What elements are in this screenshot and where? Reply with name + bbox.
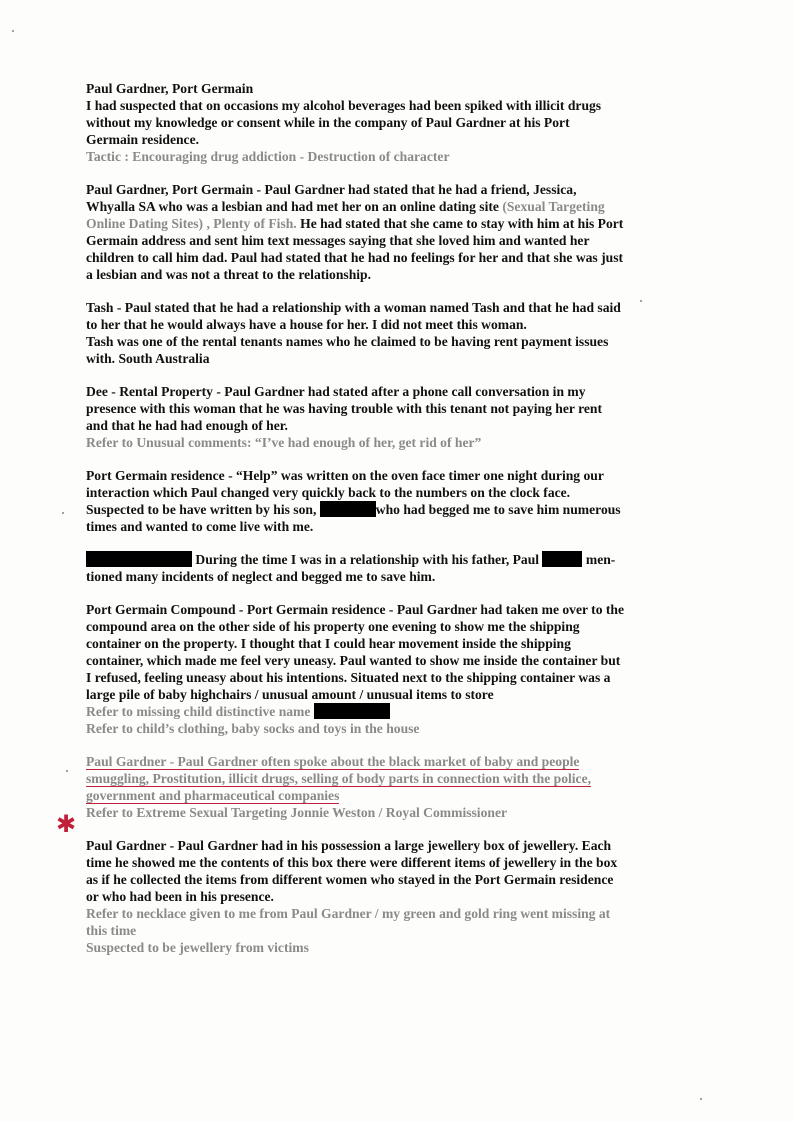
underlined-text: smuggling, Prostitution, illicit drugs, selling of body parts in connection with the police,	[86, 771, 592, 786]
highlighted-line	[86, 787, 726, 804]
paragraph-line: with. South Australia	[86, 351, 210, 366]
underlined-text: Paul Gardner - Paul Gardner often spoke about the black market of baby and people	[86, 754, 580, 769]
paragraph-drug-spiking	[86, 80, 726, 165]
paragraph-line: times and wanted to come live with me.	[86, 519, 314, 534]
reference-note: Refer to Unusual comments: “I’ve had enough of her, get rid of her”	[86, 435, 482, 450]
paragraph-line: container, which made me feel very uneasy. Paul wanted to show me inside the container but	[86, 653, 621, 668]
paragraph-line: without my knowledge or consent while in the company of Paul Gardner at his Port	[86, 115, 570, 130]
reference-note: Refer to necklace given to me from Paul Gardner / my green and gold ring went missing at	[86, 906, 611, 921]
paragraph-compound	[86, 601, 726, 737]
redaction-box	[86, 551, 192, 567]
paragraph-line	[86, 501, 726, 518]
tactic-note: Tactic : Encouraging drug addiction - Destruction of character	[86, 149, 450, 164]
redaction-box	[542, 551, 582, 567]
paragraph-line: I had suspected that on occasions my alcohol beverages had been spiked with illicit drugs	[86, 98, 602, 113]
paragraph-line: large pile of baby highchairs / unusual amount / unusual items to store	[86, 687, 494, 702]
paragraph-line: tioned many incidents of neglect and begged me to save him.	[86, 569, 436, 584]
paragraph-line: Germain address and sent him text messages saying that she loved him and wanted her	[86, 233, 590, 248]
highlighted-line	[86, 753, 726, 770]
paragraph-line	[86, 215, 726, 232]
reference-text: Refer to missing child distinctive name	[86, 704, 311, 719]
paragraph-line	[86, 198, 726, 215]
paragraph-line: interaction which Paul changed very quickly back to the numbers on the clock face.	[86, 485, 571, 500]
paragraph-text: Whyalla SA who was a lesbian and had met her on an online dating site	[86, 199, 499, 214]
paragraph-line: I refused, feeling uneasy about his intentions. Situated next to the shipping container was a	[86, 670, 611, 685]
reference-note: Refer to Extreme Sexual Targeting Jonnie Weston / Royal Commissioner	[86, 805, 508, 820]
paragraph-text: He had stated that she came to stay with him at his Port	[296, 216, 624, 231]
reference-note: Refer to child’s clothing, baby socks and toys in the house	[86, 721, 420, 736]
paragraph-line: Germain residence.	[86, 132, 200, 147]
paragraph-line	[86, 551, 726, 568]
paragraph-line: Paul Gardner, Port Germain - Paul Gardner had stated that he had a friend, Jessica,	[86, 182, 577, 197]
paragraph-tash	[86, 299, 726, 367]
paragraph-line: a lesbian and was not a threat to the relationship.	[86, 267, 371, 282]
redaction-box	[320, 501, 376, 517]
paragraph-line: to her that he would always have a house for her. I did not meet this woman.	[86, 317, 527, 332]
paragraph-line: presence with this woman that he was having trouble with this tenant not paying her rent	[86, 401, 602, 416]
paragraph-line: as if he collected the items from different women who stayed in the Port Germain residence	[86, 872, 614, 887]
paragraph-line: Tash was one of the rental tenants names who he claimed to be having rent payment issues	[86, 334, 609, 349]
paragraph-line: compound area on the other side of his property one evening to show me the shipping	[86, 619, 580, 634]
document-page	[86, 80, 726, 972]
paragraph-line: and that he had had enough of her.	[86, 418, 288, 433]
paragraph-neglect	[86, 551, 726, 585]
paragraph-dee	[86, 383, 726, 451]
reference-note: this time	[86, 923, 137, 938]
underlined-text: government and pharmaceutical companies	[86, 788, 340, 803]
reference-note: Online Dating Sites) , Plenty of Fish.	[86, 216, 297, 231]
paragraph-text: men-	[585, 552, 616, 567]
paragraph-text: Suspected to be have written by his son,	[86, 502, 317, 517]
paragraph-line: children to call him dad. Paul had stated that he had no feelings for her and that she was just	[86, 250, 624, 265]
paragraph-line: Port Germain residence - “Help” was written on the oven face timer one night during our	[86, 468, 604, 483]
highlighted-line	[86, 770, 726, 787]
paragraph-line: time he showed me the contents of this box there were different items of jewellery in the box	[86, 855, 618, 870]
paragraph-line: Port Germain Compound - Port Germain residence - Paul Gardner had taken me over to the	[86, 602, 625, 617]
paragraph-help-timer	[86, 467, 726, 535]
paragraph-line: or who had been in his presence.	[86, 889, 274, 904]
paragraph-text: During the time I was in a relationship with his father, Paul	[195, 552, 540, 567]
paragraph-line: Dee - Rental Property - Paul Gardner had stated after a phone call conversation in my	[86, 384, 586, 399]
reference-note: (Sexual Targeting	[502, 199, 605, 214]
paragraph-line: Paul Gardner, Port Germain	[86, 81, 254, 96]
reference-note	[86, 703, 726, 720]
handwritten-asterisk-mark: ✱	[56, 810, 77, 838]
paragraph-line: Tash - Paul stated that he had a relationship with a woman named Tash and that he had said	[86, 300, 621, 315]
paragraph-text: who had begged me to save him numerous	[375, 502, 621, 517]
paragraph-jessica	[86, 181, 726, 283]
paragraph-black-market	[86, 753, 726, 821]
redaction-box	[314, 703, 390, 719]
paragraph-jewellery	[86, 837, 726, 956]
paragraph-line: container on the property. I thought that I could hear movement inside the shipping	[86, 636, 571, 651]
paragraph-line: Paul Gardner - Paul Gardner had in his possession a large jewellery box of jewellery. Each	[86, 838, 612, 853]
reference-note: Suspected to be jewellery from victims	[86, 940, 309, 955]
